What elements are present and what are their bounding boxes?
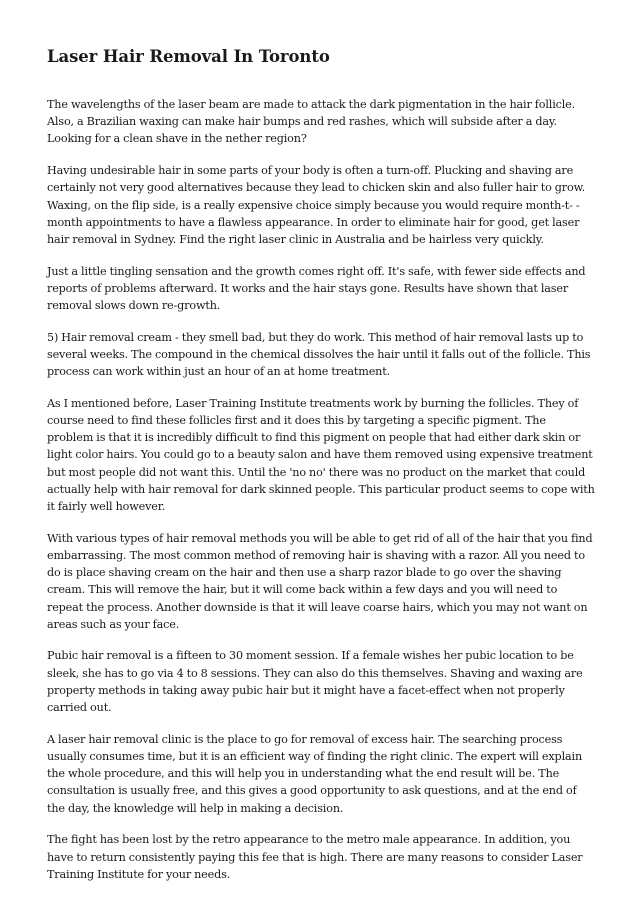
paragraph: The fight has been lost by the retro appearance to the metro male appearance. In addition, you have to return consistently paying this fee that is high. There are many reasons to consider Laser Training Institute for your needs. (47, 833, 583, 881)
paragraph: A laser hair removal clinic is the place to go for removal of excess hair. The searching process usually consumes time, but it is an efficient way of finding the right clinic. The expert will explain the whole procedure, and this will help you in understanding what the end result will be. The consultation is usually free, and this gives a good opportunity to ask questions, and at the end of the day, the knowledge will help in making a decision. (47, 732, 582, 815)
paragraph: With various types of hair removal methods you will be able to get rid of all of the hair that you find embarrassing. The most common method of removing hair is shaving with a razor. All you need to do is place shaving cream on the hair and then use a sharp razor blade to go over the shaving cream. This will remove the hair, but it will come back within a few days and you will need to repeat the process. Another downside is that it will leave coarse hairs, which you may not want on areas such as your face. (47, 531, 593, 631)
paragraph: As I mentioned before, Laser Training Institute treatments work by burning the follicles. They of course need to find these follicles first and it does this by targeting a specific pigment. The problem is that it is incredibly difficult to find this pigment on people that had either dark skin or light color hairs. You could go to a beauty salon and have them removed using expensive treatment but most people did not want this. Until the 'no no' there was no product on the market that could actually help with hair removal for dark skinned people. This particular product seems to cope with it fairly well however. (47, 396, 595, 514)
document-page (47, 46, 595, 897)
page-title: Laser Hair Removal In Toronto (47, 47, 330, 66)
paragraph: Pubic hair removal is a fifteen to 30 moment session. If a female wishes her pubic location to be sleek, she has to go via 4 to 8 sessions. They can also do this themselves. Shaving and waxing are property methods in taking away pubic hair but it might have a facet-effect when not properly carried out. (47, 649, 583, 715)
paragraph: The wavelengths of the laser beam are made to attack the dark pigmentation in the hair follicle. Also, a Brazilian waxing can make hair bumps and red rashes, which will subside after a day. Looking for a clean shave in the nether region? (47, 98, 576, 146)
paragraph: Just a little tingling sensation and the growth comes right off. It's safe, with fewer side effects and reports of problems afterward. It works and the hair stays gone. Results have shown that laser removal slows down re-growth. (47, 264, 586, 313)
paragraph: Having undesirable hair in some parts of your body is often a turn-off. Plucking and shaving are certainly not very good alternatives because they lead to chicken skin and also fuller hair to grow. Waxing, on the flip side, is a really expensive choice simply because you would require month-t- -month appointments to have a flawless appearance. In order to eliminate hair for good, get laser hair removal in Sydney. Find the right laser clinic in Australia and be hairless very quickly. (47, 164, 586, 246)
paragraph: 5) Hair removal cream - they smell bad, but they do work. This method of hair removal lasts up to several weeks. The compound in the chemical dissolves the hair until it falls out of the follicle. This process can work within just an hour of an at home treatment. (47, 330, 591, 379)
